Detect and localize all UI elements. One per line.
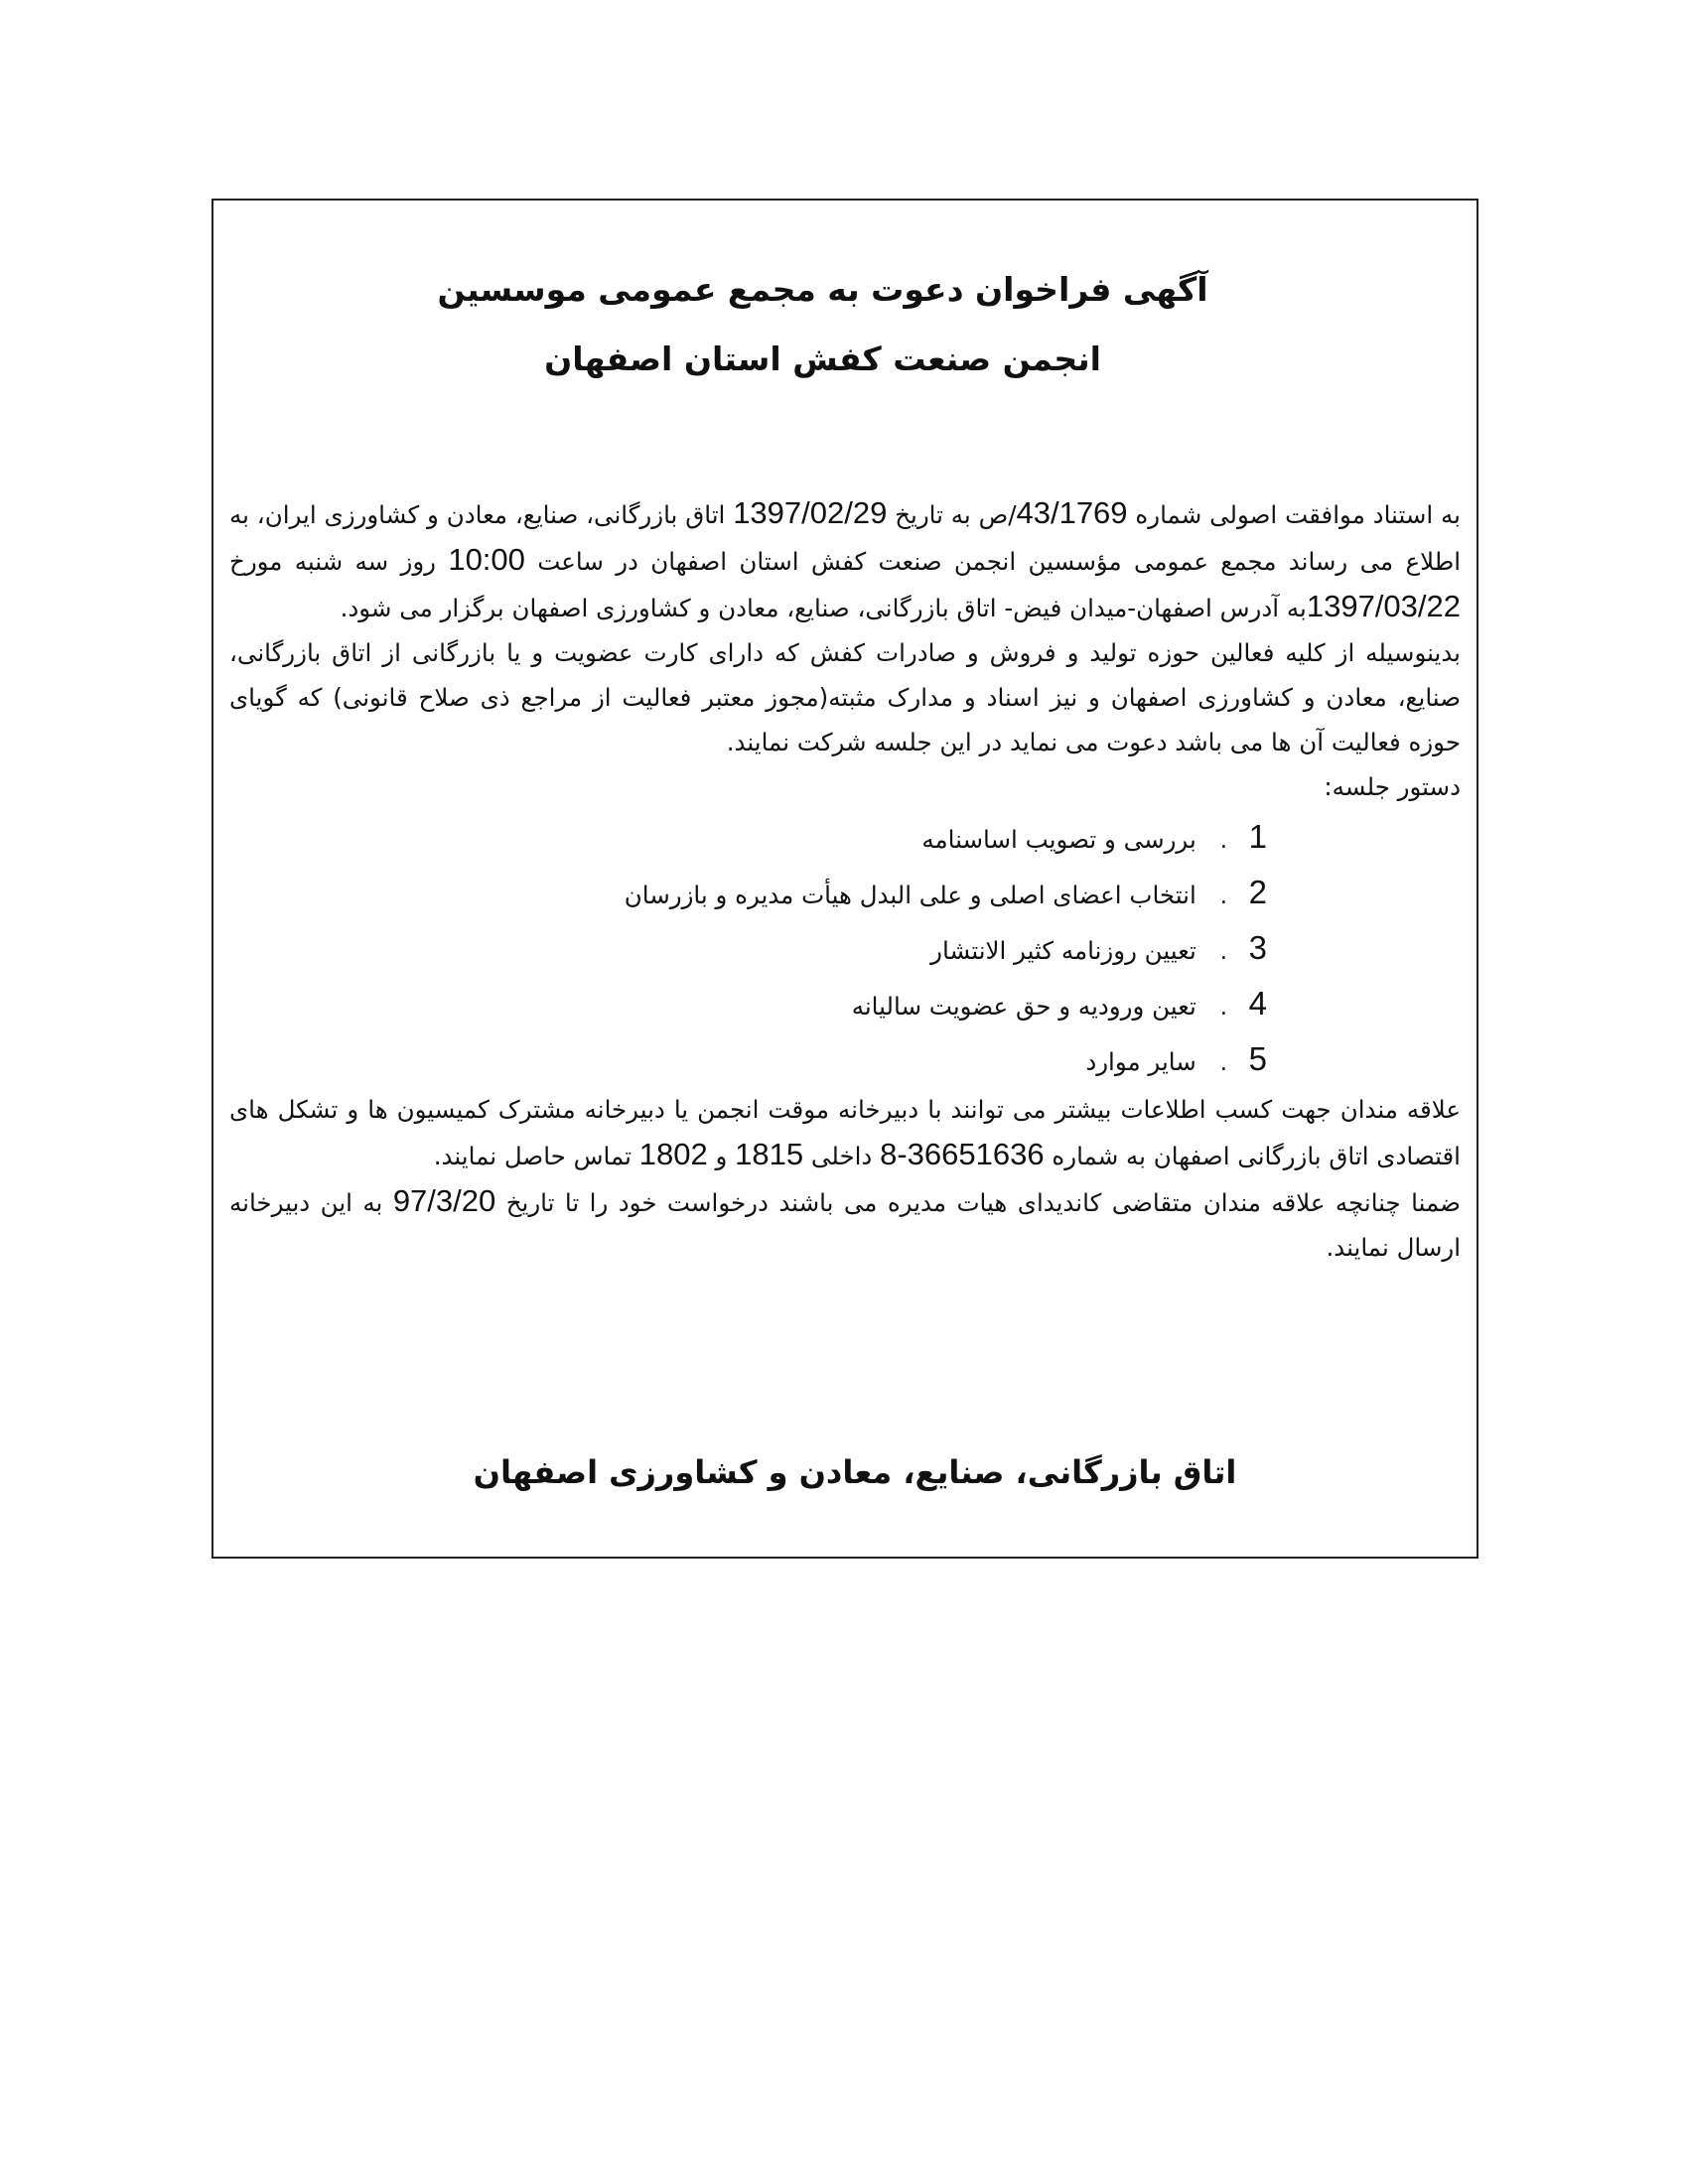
paragraph-invitation: بدینوسیله از کلیه فعالین حوزه تولید و فروش و صادرات کفش که دارای کارت عضویت و یا بازرگانی از اتاق بازرگانی، صنایع، معادن و کشاورزی اصفهان و نیز اسناد و مدارک مثبته(مجوز معتبر فعالیت از مراجع ذی صلاح قانونی) که گویای حوزه فعالیت آن ها می باشد دعوت می نماید در این جلسه شرکت نمایند. [229,638,1461,756]
text-segment: اتاق بازرگانی، صنایع، معادن و کشاورزی ایران، به اطلاع می رساند مجمع عمومی مؤسسین انجمن صنعت کفش استان اصفهان در ساعت [229,500,1461,576]
agenda-number: 2 [1248,874,1267,910]
deadline-date: 97/3/20 [392,1183,496,1218]
text-segment: /ص به تاریخ [887,500,1017,529]
notice-box [211,199,1478,1559]
text-segment: ضمنا چنانچه علاقه مندان متقاضی کاندیدای هیات مدیره می باشند درخواست خود را تا تاریخ [495,1188,1461,1217]
agenda-dot: . [1219,1046,1227,1076]
extension-number: 1802 [638,1137,708,1171]
agenda-text: سایر موارد [1085,1047,1196,1076]
signature: اتاق بازرگانی، صنایع، معادن و کشاورزی اصفهان [473,1453,1237,1491]
agenda-dot: . [1219,880,1227,909]
text-segment: به این دبیرخانه ارسال نمایند. [229,1188,1461,1262]
notice-title [213,255,1477,394]
title-line-1: آگهی فراخوان دعوت به مجمع عمومی موسسین [437,270,1208,309]
extension-number: 1815 [735,1137,804,1171]
text-segment: علاقه مندان جهت کسب اطلاعات بیشتر می توانند با دبیرخانه موقت انجمن یا دبیرخانه مشترک کمیسیون ها و تشکل های اقتصادی اتاق بازرگانی اصفهان به شماره [229,1095,1461,1170]
agenda-number: 1 [1248,818,1267,855]
text-segment: و [707,1142,736,1170]
text-segment: روز سه شنبه مورخ [229,547,449,576]
title-line-2: انجمن صنعت کفش استان اصفهان [544,340,1101,378]
agenda-list [229,809,1461,1087]
agenda-number: 5 [1248,1040,1267,1077]
agenda-item [229,1031,1267,1087]
paragraph-contact [229,1087,1461,1178]
agenda-dot: . [1219,935,1227,965]
agenda-number: 3 [1248,929,1267,966]
text-segment: به استناد موافقت اصولی شماره [1127,500,1461,529]
agenda-dot: . [1219,824,1227,854]
phone-number: 8-36651636 [880,1137,1045,1171]
agenda-item [229,809,1267,865]
agenda-text: بررسی و تصویب اساسنامه [921,825,1196,854]
approval-date: 1397/02/29 [733,495,888,530]
meeting-date: 1397/03/22 [1306,589,1461,623]
meeting-time: 10:00 [448,542,525,577]
agenda-item [229,865,1267,920]
agenda-number: 4 [1248,985,1267,1022]
agenda-text: تعین ورودیه و حق عضویت سالیانه [851,992,1196,1021]
text-segment: به آدرس اصفهان-میدان فیض- اتاق بازرگانی، صنایع، معادن و کشاورزی اصفهان برگزار می شود. [340,594,1307,622]
agenda-item [229,976,1267,1031]
text-segment: تماس حاصل نمایند. [433,1142,639,1170]
paragraph-announcement [229,490,1461,630]
agenda-text: تعیین روزنامه کثیر الانتشار [930,936,1196,965]
agenda-dot: . [1219,991,1227,1021]
paragraph-candidates [229,1178,1461,1270]
notice-body [229,490,1461,1270]
text-segment: داخلی [803,1142,881,1170]
agenda-text: انتخاب اعضای اصلی و علی البدل هیأت مدیره و بازرسان [624,881,1196,909]
agenda-item [229,920,1267,976]
approval-number: 43/1769 [1016,495,1128,530]
agenda-label: دستور جلسه: [1324,772,1461,801]
